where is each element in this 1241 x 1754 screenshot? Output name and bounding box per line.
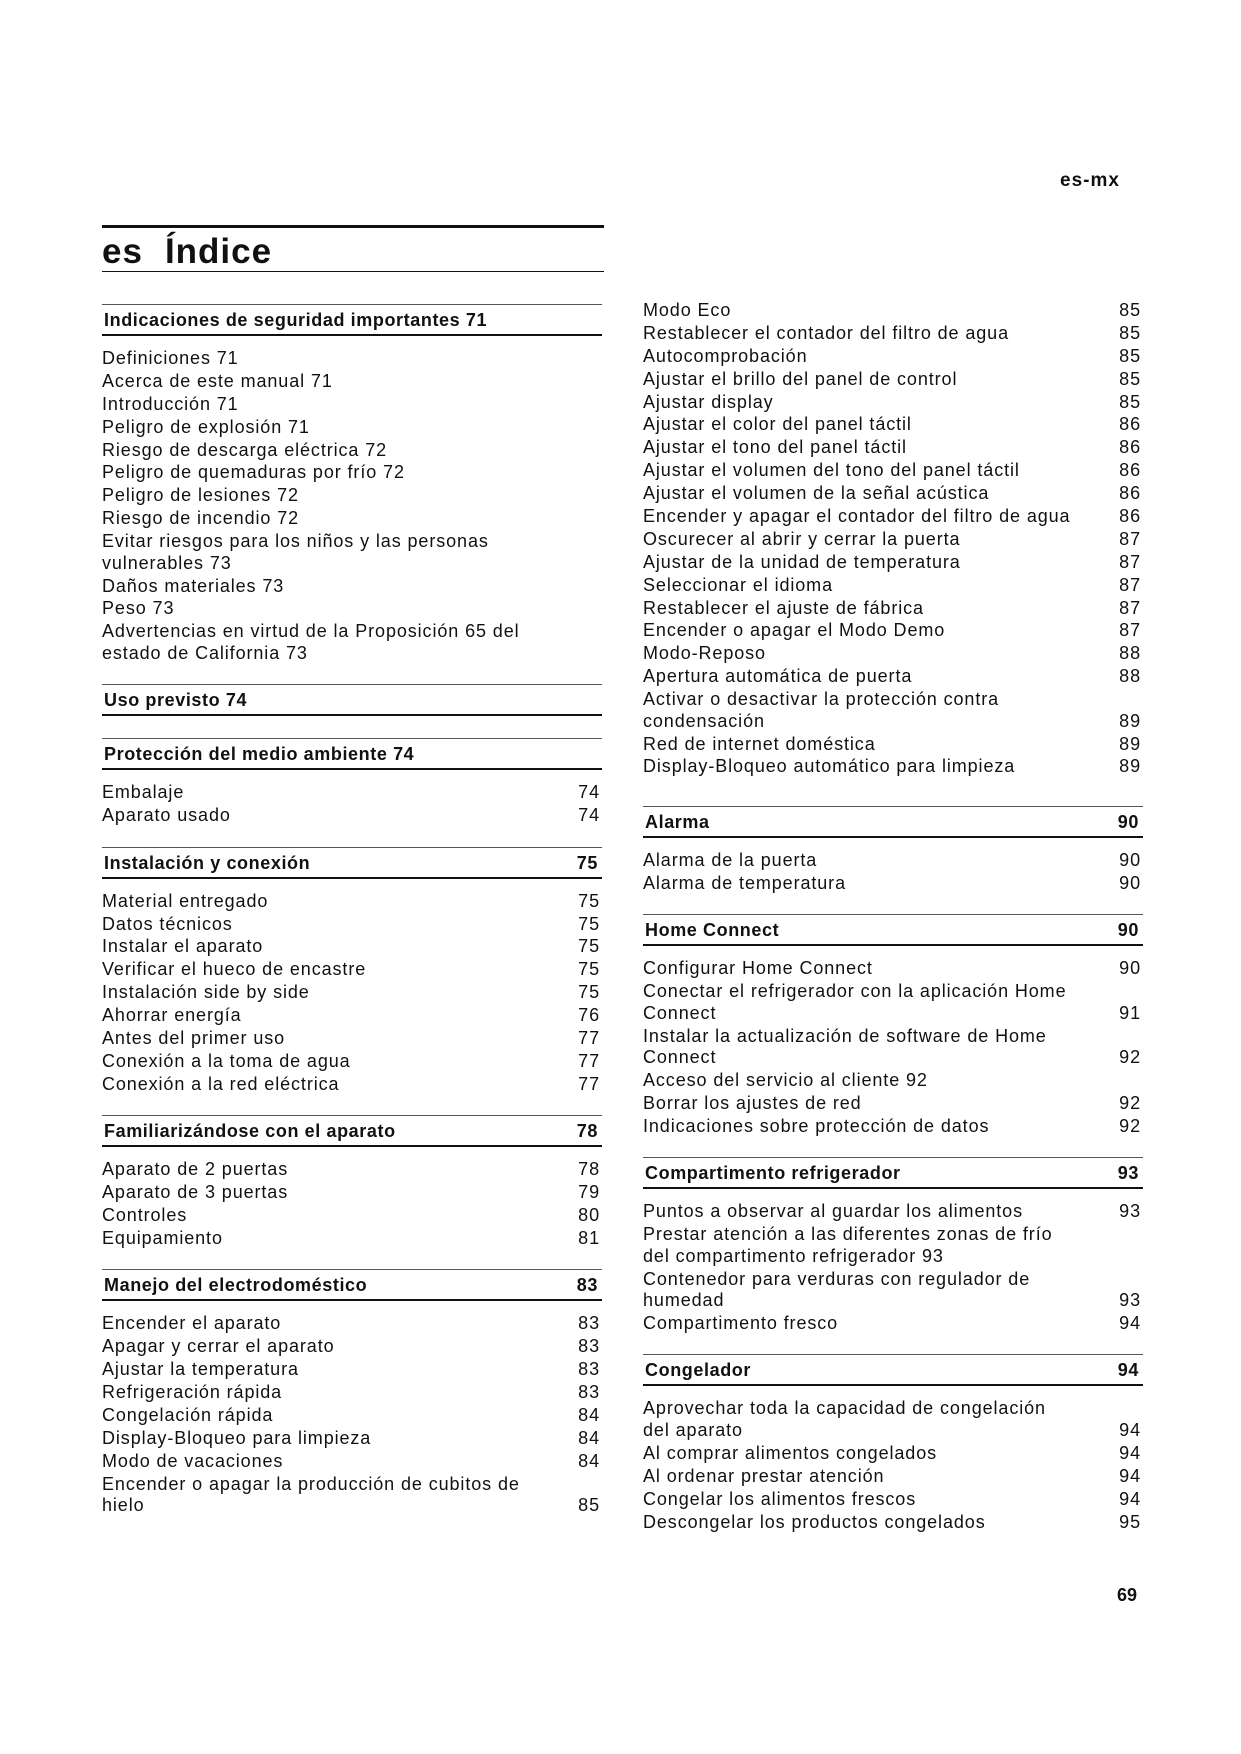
toc-entry[interactable] bbox=[102, 1451, 602, 1473]
toc-entry-title: Activar o desactivar la protección contra condensación bbox=[643, 689, 1000, 731]
toc-left-column bbox=[102, 304, 602, 1537]
toc-entry[interactable] bbox=[643, 575, 1143, 597]
toc-entry-page: 74 bbox=[578, 782, 600, 803]
toc-section bbox=[102, 847, 602, 1096]
toc-entry-page: 83 bbox=[578, 1336, 600, 1357]
toc-entry-title: Aprovechar toda la capacidad de congelación del aparato bbox=[643, 1398, 1046, 1440]
toc-entry-title: Peligro de quemaduras por frío 72 bbox=[102, 462, 405, 483]
toc-section bbox=[102, 304, 602, 664]
toc-entry[interactable] bbox=[102, 1405, 602, 1427]
toc-entry-page: 87 bbox=[1119, 551, 1141, 572]
toc-entry-title: Riesgo de incendio 72 bbox=[102, 508, 300, 529]
toc-entry-title: Datos técnicos bbox=[102, 913, 233, 934]
toc-entry-page: 75 bbox=[578, 913, 600, 934]
toc-entry-page: 78 bbox=[578, 1159, 600, 1180]
toc-entry-page: 83 bbox=[578, 1359, 600, 1380]
toc-entry-page: 79 bbox=[578, 1182, 600, 1203]
toc-entry-page: 90 bbox=[1119, 958, 1141, 979]
toc-section-heading[interactable] bbox=[102, 684, 602, 716]
toc-entry-title: Indicaciones sobre protección de datos bbox=[643, 1115, 990, 1136]
toc-entry-title: Embalaje bbox=[102, 782, 185, 803]
toc-section-page: 78 bbox=[576, 1121, 598, 1142]
toc-entry[interactable] bbox=[102, 1428, 602, 1450]
toc-entry-page: 94 bbox=[1119, 1419, 1141, 1440]
toc-entry[interactable] bbox=[102, 417, 602, 439]
toc-entry-title: Verificar el hueco de encastre bbox=[102, 959, 367, 980]
toc-entry-title: Prestar atención a las diferentes zonas de frío del compartimento refrigerador 93 bbox=[643, 1224, 1053, 1266]
toc-entry[interactable] bbox=[643, 1201, 1143, 1223]
toc-entry-title: Contenedor para verduras con regulador de humedad bbox=[643, 1268, 1031, 1311]
toc-entry-page: 95 bbox=[1119, 1511, 1141, 1532]
toc-entry-page: 93 bbox=[1119, 1201, 1141, 1222]
toc-entry[interactable] bbox=[643, 529, 1143, 551]
toc-entry-page: 80 bbox=[578, 1205, 600, 1226]
toc-entry-page: 86 bbox=[1119, 460, 1141, 481]
toc-entry[interactable] bbox=[102, 1359, 602, 1381]
toc-entry-title: Instalación side by side bbox=[102, 982, 310, 1003]
toc-entry-title: Encender o apagar el Modo Demo bbox=[643, 620, 946, 641]
toc-entry[interactable] bbox=[102, 782, 602, 804]
toc-entry[interactable] bbox=[643, 392, 1143, 414]
toc-entry-title: Controles bbox=[102, 1205, 188, 1226]
toc-entry-page: 84 bbox=[578, 1450, 600, 1471]
toc-entry-page: 75 bbox=[578, 982, 600, 1003]
toc-entry[interactable] bbox=[643, 689, 1143, 732]
toc-right-column bbox=[643, 300, 1143, 1553]
toc-entry[interactable] bbox=[643, 369, 1143, 391]
toc-entry-page: 87 bbox=[1119, 528, 1141, 549]
toc-section-heading[interactable] bbox=[643, 1157, 1143, 1189]
toc-entry-page: 84 bbox=[578, 1405, 600, 1426]
toc-entry-title: Alarma de temperatura bbox=[643, 872, 846, 893]
toc-continued-entries bbox=[643, 300, 1143, 778]
toc-entry[interactable] bbox=[643, 850, 1143, 872]
toc-entry-title: Modo Eco bbox=[643, 300, 732, 320]
toc-section bbox=[643, 914, 1143, 1137]
toc-section-heading[interactable] bbox=[102, 847, 602, 879]
toc-entry[interactable] bbox=[643, 1398, 1143, 1441]
toc-section-page: 90 bbox=[1117, 811, 1139, 832]
locale-label: es-mx bbox=[1060, 170, 1120, 191]
toc-entry[interactable] bbox=[102, 1182, 602, 1204]
toc-section-title: Instalación y conexión bbox=[104, 852, 311, 873]
toc-section-page: 93 bbox=[1117, 1163, 1139, 1184]
toc-entry-title: Oscurecer al abrir y cerrar la puerta bbox=[643, 528, 961, 549]
toc-entry[interactable] bbox=[102, 936, 602, 958]
toc-section-title: Indicaciones de seguridad importantes 71 bbox=[104, 310, 488, 330]
toc-entry-title: Restablecer el ajuste de fábrica bbox=[643, 597, 924, 618]
toc-entry-page: 92 bbox=[1119, 1092, 1141, 1113]
toc-entry-page: 88 bbox=[1119, 643, 1141, 664]
toc-entry-title: Al ordenar prestar atención bbox=[643, 1465, 885, 1486]
toc-entry-page: 93 bbox=[1119, 1290, 1141, 1311]
title-text: Índice bbox=[164, 232, 273, 271]
toc-entry-title: Alarma de la puerta bbox=[643, 849, 818, 870]
toc-entry[interactable] bbox=[102, 982, 602, 1004]
toc-section-page bbox=[598, 308, 600, 332]
toc-entry-page: 83 bbox=[578, 1382, 600, 1403]
toc-entry-title: Borrar los ajustes de red bbox=[643, 1092, 862, 1113]
toc-entry-page: 86 bbox=[1119, 483, 1141, 504]
toc-entry-title: Refrigeración rápida bbox=[102, 1382, 283, 1403]
toc-entry-title: Ajustar el volumen del tono del panel táctil bbox=[643, 460, 1020, 481]
toc-entry[interactable] bbox=[102, 508, 602, 530]
toc-entry-page: 87 bbox=[1119, 574, 1141, 595]
toc-entry-title: Conexión a la red eléctrica bbox=[102, 1073, 340, 1094]
toc-entry[interactable] bbox=[643, 437, 1143, 459]
toc-entry-title: Congelar los alimentos frescos bbox=[643, 1488, 917, 1509]
toc-entry[interactable] bbox=[102, 914, 602, 936]
toc-entry[interactable] bbox=[102, 348, 602, 370]
toc-section-heading[interactable] bbox=[102, 1115, 602, 1147]
toc-section-title: Uso previsto 74 bbox=[104, 690, 248, 711]
toc-entry[interactable] bbox=[643, 506, 1143, 528]
toc-section-title: Congelador bbox=[645, 1360, 752, 1381]
toc-entry[interactable] bbox=[643, 620, 1143, 642]
toc-section-page: 94 bbox=[1117, 1360, 1139, 1381]
toc-entry-page: 77 bbox=[578, 1028, 600, 1049]
toc-entry-title: Display-Bloqueo para limpieza bbox=[102, 1427, 372, 1448]
toc-entry-title: Seleccionar el idioma bbox=[643, 574, 833, 595]
toc-section bbox=[643, 1157, 1143, 1334]
toc-entry-title: Riesgo de descarga eléctrica 72 bbox=[102, 439, 388, 460]
toc-entry-page: 77 bbox=[578, 1073, 600, 1094]
toc-section bbox=[102, 684, 602, 716]
toc-entry[interactable] bbox=[643, 1512, 1143, 1534]
toc-entry[interactable] bbox=[102, 1005, 602, 1027]
toc-entry[interactable] bbox=[643, 666, 1143, 688]
index-title-bar bbox=[102, 225, 604, 272]
toc-entry-title: Evitar riesgos para los niños y las personas vulnerables 73 bbox=[102, 531, 489, 573]
toc-entry[interactable] bbox=[102, 1159, 602, 1181]
toc-entry-title: Ajustar el brillo del panel de control bbox=[643, 368, 958, 389]
toc-entry-page: 88 bbox=[1119, 666, 1141, 687]
toc-entry-title: Equipamiento bbox=[102, 1227, 223, 1248]
toc-entry-page: 87 bbox=[1119, 597, 1141, 618]
toc-section-page: 75 bbox=[576, 852, 598, 873]
toc-entry-page: 81 bbox=[578, 1227, 600, 1248]
toc-entry-title: Ajustar el tono del panel táctil bbox=[643, 437, 907, 458]
toc-entry-title: Material entregado bbox=[102, 890, 269, 911]
toc-entry-page: 75 bbox=[578, 890, 600, 911]
toc-entry-page: 77 bbox=[578, 1050, 600, 1071]
title-lang: es bbox=[102, 232, 143, 271]
toc-entry[interactable] bbox=[643, 734, 1143, 756]
toc-entry-page: 89 bbox=[1119, 756, 1141, 777]
toc-entry-page: 94 bbox=[1119, 1442, 1141, 1463]
toc-entry-page: 75 bbox=[578, 936, 600, 957]
toc-section-title: Protección del medio ambiente 74 bbox=[104, 744, 415, 765]
toc-section-page: 90 bbox=[1117, 920, 1139, 941]
toc-entry-title: Apertura automática de puerta bbox=[643, 666, 913, 687]
toc-entry-title: Autocomprobación bbox=[643, 345, 808, 366]
toc-section-heading[interactable] bbox=[643, 1354, 1143, 1386]
toc-entry[interactable] bbox=[643, 300, 1143, 322]
toc-entry-title: Peligro de explosión 71 bbox=[102, 416, 310, 437]
toc-entry-title: Peligro de lesiones 72 bbox=[102, 485, 299, 506]
toc-entry-title: Modo de vacaciones bbox=[102, 1450, 284, 1471]
toc-entry[interactable] bbox=[643, 460, 1143, 482]
toc-entry[interactable] bbox=[643, 323, 1143, 345]
toc-entry[interactable] bbox=[643, 1026, 1143, 1069]
toc-entry-page: 85 bbox=[578, 1495, 600, 1516]
toc-entry[interactable] bbox=[643, 1313, 1143, 1335]
toc-entry[interactable] bbox=[102, 1205, 602, 1227]
toc-entry-page: 85 bbox=[1119, 300, 1141, 320]
toc-entry[interactable] bbox=[102, 394, 602, 416]
toc-entry[interactable] bbox=[643, 1443, 1143, 1465]
toc-entry[interactable] bbox=[102, 805, 602, 827]
toc-entry-page: 85 bbox=[1119, 368, 1141, 389]
toc-entry[interactable] bbox=[102, 1382, 602, 1404]
toc-entry-title: Red de internet doméstica bbox=[643, 733, 876, 754]
toc-section-title: Manejo del electrodoméstico bbox=[104, 1275, 368, 1296]
toc-entry-title: Restablecer el contador del filtro de agua bbox=[643, 322, 1010, 343]
toc-entry-title: Definiciones 71 bbox=[102, 348, 239, 368]
toc-entry-title: Aparato usado bbox=[102, 805, 231, 826]
toc-section-page bbox=[598, 742, 600, 766]
toc-entry-title: Apagar y cerrar el aparato bbox=[102, 1336, 335, 1357]
toc-entry-title: Encender o apagar la producción de cubitos de hielo bbox=[102, 1473, 520, 1516]
toc-entry-title: Ahorrar energía bbox=[102, 1005, 242, 1026]
toc-entry-page: 83 bbox=[578, 1313, 600, 1334]
toc-section-title: Home Connect bbox=[645, 920, 780, 941]
toc-entry[interactable] bbox=[643, 1489, 1143, 1511]
toc-entry-title: Ajustar de la unidad de temperatura bbox=[643, 551, 961, 572]
toc-section-heading[interactable] bbox=[102, 304, 602, 336]
toc-entry-page: 89 bbox=[1119, 710, 1141, 731]
toc-entry[interactable] bbox=[643, 1116, 1143, 1138]
toc-entry-title: Puntos a observar al guardar los alimentos bbox=[643, 1201, 1023, 1222]
toc-section bbox=[102, 738, 602, 826]
toc-entry[interactable] bbox=[102, 598, 602, 620]
page-number: 69 bbox=[1117, 1585, 1138, 1605]
toc-section-heading[interactable] bbox=[102, 738, 602, 770]
toc-entry-page: 85 bbox=[1119, 391, 1141, 412]
toc-section-title: Compartimento refrigerador bbox=[645, 1163, 901, 1184]
toc-entry-title: Ajustar display bbox=[643, 391, 774, 412]
toc-entry-page: 90 bbox=[1119, 849, 1141, 870]
toc-entry-page: 86 bbox=[1119, 506, 1141, 527]
toc-section-title: Familiarizándose con el aparato bbox=[104, 1121, 396, 1142]
toc-section-heading[interactable] bbox=[643, 806, 1143, 838]
toc-entry-title: Ajustar la temperatura bbox=[102, 1359, 299, 1380]
toc-entry[interactable] bbox=[102, 531, 602, 574]
toc-entry-title: Peso 73 bbox=[102, 598, 175, 619]
toc-entry-title: Ajustar el color del panel táctil bbox=[643, 414, 912, 435]
toc-entry[interactable] bbox=[102, 1313, 602, 1335]
toc-entry-page: 76 bbox=[578, 1005, 600, 1026]
toc-entry-title: Acceso del servicio al cliente 92 bbox=[643, 1069, 928, 1090]
toc-entry-title: Congelación rápida bbox=[102, 1405, 274, 1426]
toc-entry-page: 89 bbox=[1119, 733, 1141, 754]
toc-entry-title: Modo-Reposo bbox=[643, 643, 766, 664]
toc-entry[interactable] bbox=[643, 1070, 1143, 1092]
toc-entry[interactable] bbox=[102, 1474, 602, 1517]
toc-entry-page: 92 bbox=[1119, 1115, 1141, 1136]
toc-entry-title: Conexión a la toma de agua bbox=[102, 1050, 351, 1071]
toc-entry[interactable] bbox=[643, 483, 1143, 505]
toc-entry-title: Conectar el refrigerador con la aplicación Home Connect bbox=[643, 981, 1067, 1023]
toc-entry[interactable] bbox=[102, 621, 602, 664]
toc-entry-page: 84 bbox=[578, 1427, 600, 1448]
toc-entry[interactable] bbox=[643, 643, 1143, 665]
toc-entry-page: 86 bbox=[1119, 414, 1141, 435]
toc-entry-title: Instalar el aparato bbox=[102, 936, 264, 957]
toc-entry-page: 85 bbox=[1119, 345, 1141, 366]
toc-entry-title: Advertencias en virtud de la Proposición 65 del estado de California 73 bbox=[102, 621, 520, 663]
toc-section-page bbox=[598, 688, 600, 712]
toc-entry-title: Display-Bloqueo automático para limpieza bbox=[643, 756, 1016, 777]
toc-entry[interactable] bbox=[102, 1336, 602, 1358]
toc-entry[interactable] bbox=[102, 485, 602, 507]
toc-entry[interactable] bbox=[102, 371, 602, 393]
toc-section-title: Alarma bbox=[645, 811, 710, 832]
toc-entry-page: 94 bbox=[1119, 1312, 1141, 1333]
toc-entry-title: Introducción 71 bbox=[102, 393, 239, 414]
toc-entry-title: Daños materiales 73 bbox=[102, 575, 285, 596]
toc-entry[interactable] bbox=[102, 576, 602, 598]
toc-entry-title: Instalar la actualización de software de Home Connect bbox=[643, 1025, 1047, 1068]
toc-entry[interactable] bbox=[643, 756, 1143, 778]
toc-entry[interactable] bbox=[643, 1093, 1143, 1115]
toc-entry-page: 91 bbox=[1119, 1002, 1141, 1023]
toc-entry[interactable] bbox=[643, 552, 1143, 574]
toc-section bbox=[102, 1269, 602, 1516]
toc-entry[interactable] bbox=[102, 440, 602, 462]
toc-entry-title: Aparato de 3 puertas bbox=[102, 1182, 289, 1203]
toc-section bbox=[643, 806, 1143, 894]
toc-entry-title: Ajustar el volumen de la señal acústica bbox=[643, 483, 990, 504]
toc-entry-page: 90 bbox=[1119, 872, 1141, 893]
toc-entry-page: 92 bbox=[1119, 1047, 1141, 1068]
toc-entry[interactable] bbox=[643, 958, 1143, 980]
toc-entry[interactable] bbox=[102, 1028, 602, 1050]
toc-entry[interactable] bbox=[102, 1228, 602, 1250]
toc-entry[interactable] bbox=[102, 891, 602, 913]
toc-entry[interactable] bbox=[643, 1269, 1143, 1312]
toc-entry-page: 74 bbox=[578, 805, 600, 826]
toc-entry-page: 87 bbox=[1119, 620, 1141, 641]
toc-entry[interactable] bbox=[102, 1051, 602, 1073]
toc-entry[interactable] bbox=[643, 346, 1143, 368]
toc-section-page: 83 bbox=[576, 1275, 598, 1296]
toc-entry[interactable] bbox=[102, 959, 602, 981]
toc-entry[interactable] bbox=[102, 1074, 602, 1096]
toc-entry[interactable] bbox=[643, 873, 1143, 895]
toc-section bbox=[102, 1115, 602, 1249]
toc-entry-page: 85 bbox=[1119, 322, 1141, 343]
toc-entry-page: 75 bbox=[578, 959, 600, 980]
toc-entry-title: Encender y apagar el contador del filtro de agua bbox=[643, 506, 1071, 527]
toc-section bbox=[643, 1354, 1143, 1533]
toc-entry-page: 86 bbox=[1119, 437, 1141, 458]
toc-entry[interactable] bbox=[643, 414, 1143, 436]
toc-entry-title: Compartimento fresco bbox=[643, 1312, 839, 1333]
toc-entry-page: 94 bbox=[1119, 1465, 1141, 1486]
toc-entry-title: Al comprar alimentos congelados bbox=[643, 1442, 938, 1463]
toc-entry-title: Aparato de 2 puertas bbox=[102, 1159, 289, 1180]
toc-section-heading[interactable] bbox=[643, 914, 1143, 946]
toc-entry[interactable] bbox=[643, 981, 1143, 1024]
toc-section-heading[interactable] bbox=[102, 1269, 602, 1301]
page-title bbox=[102, 230, 604, 273]
toc-entry[interactable] bbox=[643, 598, 1143, 620]
toc-entry-title: Descongelar los productos congelados bbox=[643, 1511, 986, 1532]
toc-entry[interactable] bbox=[643, 1466, 1143, 1488]
toc-entry-title: Acerca de este manual 71 bbox=[102, 370, 333, 391]
toc-entry[interactable] bbox=[102, 462, 602, 484]
toc-entry-title: Configurar Home Connect bbox=[643, 958, 873, 979]
toc-entry-title: Antes del primer uso bbox=[102, 1028, 286, 1049]
toc-entry-page: 94 bbox=[1119, 1488, 1141, 1509]
toc-entry-title: Encender el aparato bbox=[102, 1313, 282, 1334]
toc-entry[interactable] bbox=[643, 1224, 1143, 1267]
